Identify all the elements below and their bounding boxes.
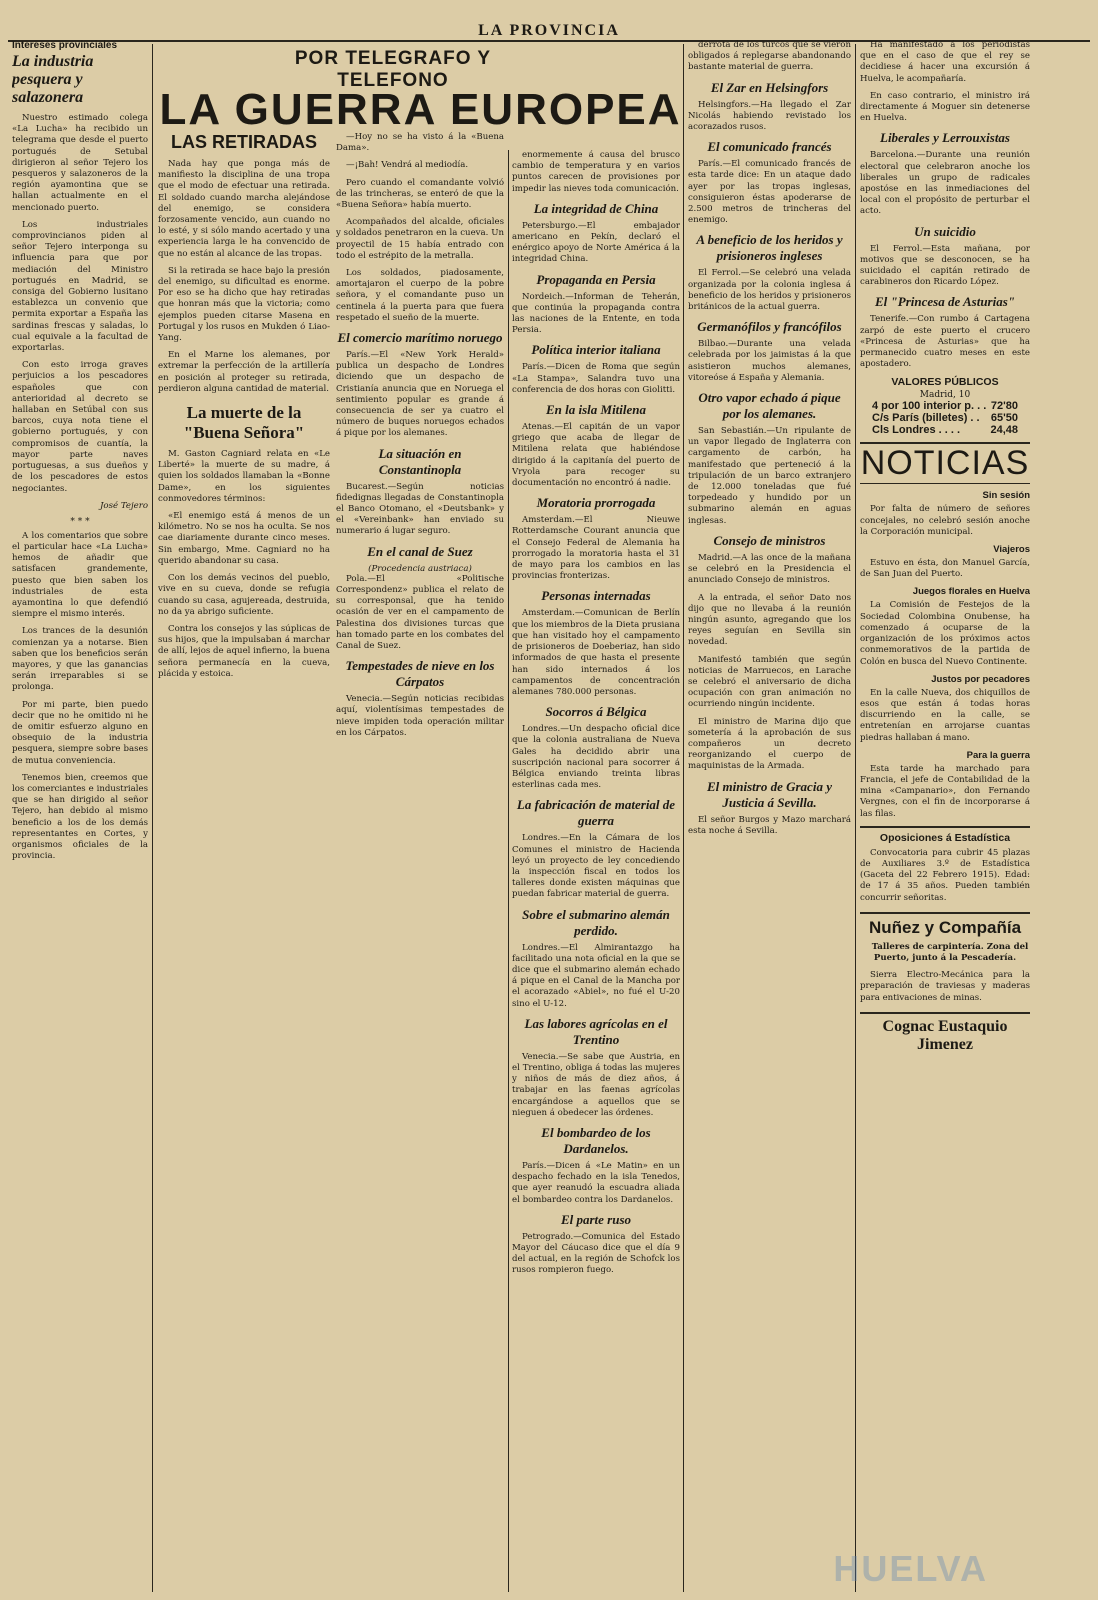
paragraph: Los soldados, piadosamente, amortajaron el cuerpo de la pobre señora, y el comandante puso un centinela á la puerta para que fuera respetado el sueño de la muerte.	[336, 268, 504, 323]
article-title: La industria pesquera y salazonera	[12, 53, 94, 106]
article-subtitle: (Procedencia austriaca)	[368, 563, 472, 574]
paragraph: Amsterdam.—El Nieuwe Rotterdamsche Courant anuncia que el Consejo Federal de Alemania ha prorrogado la moratoria hasta el 31 de mayo para los cambios en las provincias fronterizas.	[512, 515, 680, 582]
valores-date: Madrid, 10	[919, 390, 971, 401]
paragraph: A los comentarios que sobre el particular hace «La Lucha» hemos de añadir que satisfacen grandemente, puesto que bien saben los industriales de esta ayamontina lo que defendió siempre el mismo interés.	[12, 530, 148, 620]
article-title: Personas internadas	[541, 588, 651, 604]
valor-label: C/s París (billetes) . .	[872, 412, 980, 425]
paragraph: En caso contrario, el ministro irá directamente á Moguer sin detenerse en Huelva.	[860, 90, 1030, 124]
article-title: Otro vapor echado á pique por los alemanes.	[698, 390, 841, 422]
column-3	[336, 132, 504, 1590]
paragraph: Bilbao.—Durante una velada celebrada por los jaimistas á la que asistieron muchos alemanes, vitoreóse á España y Alemania.	[688, 339, 851, 383]
paragraph: Esta tarde ha marchado para Francia, el jefe de Contabilidad de la mina «Campanario», don Fernando Vergnes, con el fin de incorporarse á las filas.	[860, 763, 1030, 819]
column-5	[688, 40, 851, 1590]
noticias-heading: NOTICIAS	[860, 444, 1030, 483]
paragraph: El Ferrol.—Esta mañana, por motivos que se desconocen, se ha suicidado el capitán retirado de carabineros don Ricardo López.	[860, 243, 1030, 288]
article-title: Tempestades de nieve en los Cárpatos	[345, 658, 495, 690]
article-title: Para la guerra	[966, 749, 1030, 761]
paragraph: Contra los consejos y las súplicas de sus hijos, que la impulsaban á marchar de allí, lejos de aquel infierno, la buena señora permanecía en la cueva, plácida y estoica.	[158, 623, 330, 679]
article-title: A beneficio de los heridos y prisioneros ingleses	[696, 232, 843, 264]
paragraph: Atenas.—El capitán de un vapor griego que acaba de llegar de Mitilena relata que habiéndose dirigido á la capitanía del puerto de Vryola para recoger su documentación no encontró á nadie.	[512, 422, 680, 489]
valor-value: 72'80	[990, 400, 1018, 413]
valor-label: 4 por 100 interior p. . .	[872, 400, 987, 413]
article-title: El ministro de Gracia y Justicia á Sevilla.	[707, 778, 832, 810]
paragraph: La Comisión de Festejos de la Sociedad Colombina Onubense, ha comenzado á ocuparse de la organización de los próximos actos conmemorativos de la partida de Colón en busca del Nuevo Continente.	[860, 600, 1030, 667]
paragraph: M. Gaston Cagniard relata en «Le Liberté» la muerte de su madre, á quien los soldados llamaban la «Bonne Dame», en los siguientes conmovedores términos:	[158, 449, 330, 504]
article-title: Viajeros	[993, 544, 1030, 556]
paragraph: Si la retirada se hace bajo la presión del enemigo, su dificultad es enorme. Por eso se ha dicho que hay retiradas que honran más que la victoria; como ejemplos pueden citarse Masena en Portugal y los rusos en Mukden ó Liao-Yang.	[158, 265, 330, 344]
paragraph: Nordeich.—Informan de Teherán, que continúa la propaganda contra las naciones de la Entente, en toda Persia.	[512, 291, 680, 336]
column-divider	[508, 150, 509, 1592]
paragraph: Nuestro estimado colega «La Lucha» ha recibido un telegrama que desde el puerto portugués de Setubal dirigieron al señor Tejero los pesqueros y salazoneros de la región ayamontina que se hallan actualmente en el mencionado puerto.	[12, 113, 148, 213]
valores-row	[860, 412, 1030, 424]
paragraph: Barcelona.—Durante una reunión electoral que celebraron anoche los liberales un grupo de radicales apostóse en las inmediaciones del local con el propósito de perturbar el acto.	[860, 150, 1030, 217]
paragraph: El ministro de Marina dijo que sometería á la aprobación de sus compañeros un decreto reorganizando el cuerpo de maquinistas de la Armada.	[688, 716, 851, 772]
valores-row	[860, 400, 1030, 412]
paragraph: El Ferrol.—Se celebró una velada organizada por la colonia inglesa á beneficio de los heridos y prisioneros británicos de la actual guerra.	[688, 268, 851, 313]
paragraph: Ha manifestado á los periodistas que en el caso de que el rey se decidiese á hacer una excursión á Huelva, le acompañaría.	[860, 40, 1030, 84]
paragraph: Londres.—Un despacho oficial dice que la colonia australiana de Nueva Gales ha decidido abrir una suscripción nacional para socorrer á Bélgica enviando treinta libras esterlinas cada mes.	[512, 724, 680, 791]
paragraph: Londres.—En la Cámara de los Comunes el ministro de Hacienda leyó un proyecto de ley concediendo la inspección fiscal en todos los talleres donde existen máquinas que puedan fabricar material de guerra.	[512, 833, 680, 900]
article-title: Un suicidio	[914, 223, 976, 239]
column-1	[12, 40, 148, 1590]
column-4	[512, 150, 680, 1590]
valores-publicos	[860, 376, 1030, 436]
separator-stars: * * *	[70, 516, 90, 527]
article-title: El parte ruso	[560, 1211, 632, 1227]
paragraph: Con esto irroga graves perjuicios a los pescadores españoles que con anterioridad al decreto se hallaban en Setúbal con sus barcos, cuya nota tiene el gobierno portugués, y con compromisos de cuantía, la mayor parte naves portuguesas, a sus dueños y de los pescadores de estos negociantes.	[12, 360, 148, 494]
paragraph: Nada hay que ponga más de manifiesto la disciplina de una tropa que el modo de efectuar una retirada. El soldado cuando marcha alejándose del enemigo, se considera forzosamente vencido, aun cuando no lo esté, y si sólo mando acertado y una experiencia larga le ha convencido de que no están al alcance de las tropas.	[158, 159, 330, 259]
paragraph: Petersburgo.—El embajador americano en Pekín, declaró el enérgico apoyo de Norte América á la integridad China.	[512, 220, 680, 265]
valores-title: VALORES PÚBLICOS	[891, 376, 999, 389]
column-2	[158, 132, 330, 1590]
article-title: Germanófilos y francófilos	[697, 319, 842, 335]
article-title: Justos por pecadores	[931, 673, 1030, 685]
column-divider	[683, 44, 684, 1592]
paragraph: Pola.—El «Politische Correspondenz» publica el relato de su corresponsal, que ha tenido ocasión de ver en el campamento de Palestina dos divisiones turcas que han tomado parte en los combates del Canal de Suez.	[336, 573, 504, 651]
paragraph: Venecia.—Se sabe que Austria, en el Trentino, obliga á todas las mujeres y niños de más de diez años, á trabajar en las faenas agrícolas encargándose a aquellos que se nieguen á obedecer las órdenes.	[512, 1051, 680, 1118]
paragraph: En el Marne los alemanes, por extremar la perfección de la artillería en posición al proteger su retirada, perdieron alguna cantidad de material.	[158, 350, 330, 394]
signature: José Tejero	[99, 500, 148, 511]
article-title: Propaganda en Persia	[536, 271, 656, 287]
article-title: El Zar en Helsingfors	[710, 79, 829, 95]
paragraph: Venecia.—Según noticias recibidas aquí, violentísimas tempestades de nieve impiden toda operación militar en los Cárpatos.	[336, 694, 504, 738]
article-title: En el canal de Suez	[367, 543, 473, 559]
paragraph: Madrid.—A las once de la mañana se celebró en la Presidencia el anunciado Consejo de ministros.	[688, 552, 851, 586]
article-title: El comercio marítimo noruego	[337, 330, 503, 346]
paragraph: Bucarest.—Según noticias fidedignas llegadas de Constantinopla el Banco Otomano, el «Deutsbank» y el «Vereinbank» han enviado su numerario á lugar seguro.	[336, 481, 504, 537]
paragraph: Convocatoria para cubrir 45 plazas de Auxiliares 3.º de Estadística (Gaceta del 22 Febrero 1915). Edad: de 17 á 35 años. Pueden también concurrir señoritas.	[860, 847, 1030, 903]
paragraph: San Sebastián.—Un ripulante de un vapor llegado de Inglaterra con cargamento de carbón, ha manifestado que perteneció á la tripulación de un barco extranjero de 12.000 toneladas que fué torpedeado y hundido por un submarino alemán en aguas inglesas.	[688, 426, 851, 526]
article-title: La muerte de la "Buena Señora"	[183, 403, 305, 443]
valor-value: 65'50	[990, 412, 1018, 425]
article-title: Moratoria prorrogada	[536, 495, 656, 511]
paragraph: En la calle Nueva, dos chiquillos de esos que están á todas horas discurriendo en la calle, se entretenían en arrojarse cuantas piedras hallaban á mano.	[860, 687, 1030, 743]
article-title: LAS RETIRADAS	[170, 132, 317, 152]
paragraph: Talleres de carpintería. Zona del Puerto, junto á la Pescadería.	[871, 941, 1029, 963]
article-title: La integridad de China	[533, 200, 659, 216]
paragraph: El señor Burgos y Mazo marchará esta noche á Sevilla.	[688, 814, 851, 836]
column-divider	[855, 44, 856, 1592]
paragraph: Pero cuando el comandante volvió de las trincheras, se enteró de que la «Buena Señora» había muerto.	[336, 177, 504, 211]
article-title: Política interior italiana	[531, 342, 661, 358]
paragraph: Manifestó también que según noticias de Marruecos, en Larache se celebró el aniversario de dicha ocupación con gran animación no ocurriendo ningún incidente.	[688, 654, 851, 710]
paragraph: Con los demás vecinos del pueblo, vive en su cueva, donde se refugia cuando su casa, agujereada, destruida, no da ya abrigo suficiente.	[158, 573, 330, 617]
section-label: Intereses provinciales	[12, 40, 118, 51]
headline: LA GUERRA EUROPEA	[159, 85, 682, 134]
paragraph: Acompañados del alcalde, oficiales y soldados penetraron en la cueva. Un proyectil de 15 había entrado con todo el estrépito de la metralla.	[336, 217, 504, 261]
article-title: Sobre el submarino alemán perdido.	[522, 906, 670, 938]
column-6	[860, 40, 1030, 1590]
article-title: El "Princesa de Asturias"	[875, 294, 1015, 310]
paragraph: Los trances de la desunión comienzan ya a notarse. Bien saben que los beneficios serán mayores, y que las ganancias serán irreparables si se prolonga.	[12, 626, 148, 693]
article-title: Sin sesión	[982, 490, 1030, 502]
paragraph: Por falta de número de señores concejales, no celebró sesión anoche la Corporación municipal.	[860, 504, 1030, 537]
ad-title: Oposiciones á Estadística	[860, 826, 1030, 844]
ad-title: Cognac Eustaquio Jimenez	[860, 1012, 1030, 1054]
valores-row	[860, 424, 1030, 436]
article-title: La situación en Constantinopla	[378, 445, 462, 477]
column-divider	[152, 44, 153, 1592]
paragraph: Sierra Electro-Mecánica para la preparación de traviesas y maderas para entivaciones de minas.	[860, 970, 1030, 1003]
paragraph: Estuvo en ésta, don Manuel García, de San Juan del Puerto.	[860, 558, 1030, 580]
article-title: Consejo de ministros	[713, 532, 826, 548]
article-title: El comunicado francés	[707, 139, 832, 155]
paragraph: «El enemigo está á menos de un kilómetro. No se nos ha oculta. Se nos cae diariamente durante cinco meses. Sin embargo, Mme. Cagniard no ha querido abandonar su casa.	[158, 511, 330, 566]
article-title: Liberales y Lerrouxistas	[880, 130, 1010, 146]
paragraph: Tenerife.—Con rumbo á Cartagena zarpó de este puerto el crucero «Princesa de Asturias» que ha permanecido cuatro meses en este apostadero.	[860, 314, 1030, 370]
paragraph: Amsterdam.—Comunican de Berlín que los miembros de la Dieta prusiana que han visitado hoy el campamento de prisioneros de Doeberiaz, han sido informados de que hasta el presente han sido internados á los campamentos de concentración alemanes 780.000 personas.	[512, 608, 680, 697]
masthead: LA PROVINCIA	[478, 22, 620, 39]
paragraph: París.—El «New York Herald» publica un despacho de Londres diciendo que un despacho de Cristianía anuncia que en Noruega el sentimiento popular es grande á consecuencia de ser ya cuatro el número de buques noruegos echados á pique por los alemanes.	[336, 350, 504, 439]
paragraph: Tenemos bien, creemos que los comerciantes e industriales que se han dirigido al señor Tejero, han debido al mismo beneficio a los de los demás representantes en Cortes, y organismos oficiales de la provincia.	[12, 772, 148, 862]
paragraph: enormemente á causa del brusco cambio de temperatura y en varios puntos carecen de provisiones por impedir las nieves toda comunicación.	[512, 150, 680, 194]
article-title: El bombardeo de los Dardanelos.	[541, 1124, 651, 1156]
paragraph: París.—El comunicado francés de esta tarde dice: En un ataque dado ayer por las tropas inglesas, consiguieron éstas apoderarse de 2.500 metros de trincheras del enemigo.	[688, 159, 851, 226]
paragraph: A la entrada, el señor Dato nos dijo que no llevaba á la reunión ningún asunto, agregando que los reyes seguían en Sevilla sin novedad.	[688, 592, 851, 648]
archive-watermark: HUELVA	[833, 1548, 988, 1589]
paragraph: —¡Bah! Vendrá al mediodía.	[346, 160, 469, 171]
paragraph: —Hoy no se ha visto á la «Buena Dama».	[336, 132, 504, 154]
paragraph: Los industriales comprovincianos piden al señor Tejero interponga su influencia para que por mediación del Ministro portugués en Madrid, se consiga del Gobierno lusitano establezca un convenio que permita exportar a España las sardinas frescas y saladas, lo cual equivale a la facultad de exportarlas.	[12, 219, 148, 354]
section-title: POR TELEGRAFO Y TELEFONO	[294, 48, 492, 91]
paragraph: Londres.—El Almirantazgo ha facilitado una nota oficial en la que se dice que el submarino alemán echado á pique en el Canal de la Mancha por el acorazado «Abiel», no fué el U-20 sino el U-12.	[512, 942, 680, 1009]
paragraph: París.—Dicen de Roma que según «La Stampa», Salandra tuvo una conferencia de dos horas con Giolitti.	[512, 362, 680, 395]
paragraph: París.—Dicen á «Le Matin» en un despacho fechado en la isla Tenedos, que ayer reanudó la escuadra aliada el bombardeo contra los Dardanelos.	[512, 1160, 680, 1205]
ad-title: Nuñez y Compañía	[860, 912, 1030, 938]
article-title: La fabricación de material de guerra	[516, 797, 676, 829]
paragraph: Petrogrado.—Comunica del Estado Mayor del Cáucaso dice que el día 9 del actual, en la región de Schofck los rusos rompieron fuego.	[512, 1231, 680, 1276]
article-title: Socorros á Bélgica	[545, 704, 647, 720]
article-title: Juegos florales en Huelva	[912, 586, 1030, 598]
valor-value: 24,48	[990, 424, 1018, 437]
paragraph: Por mi parte, bien puedo decir que no he omitido ni he de omitir esfuerzo alguno en obsequio de la industria pesquera, siempre sobre bases de mutua conveniencia.	[12, 699, 148, 766]
article-title: En la isla Mitilena	[545, 402, 647, 418]
valor-label: Cls Londres . . . .	[872, 424, 961, 437]
paragraph: Helsingfors.—Ha llegado el Zar Nicolás habiendo revistado los acorazados rusos.	[688, 99, 851, 133]
article-title: Las labores agrícolas en el Trentino	[524, 1015, 668, 1047]
paragraph: derrota de los turcos que se vieron obligados á replegarse abandonando bastante material de guerra.	[688, 40, 851, 73]
